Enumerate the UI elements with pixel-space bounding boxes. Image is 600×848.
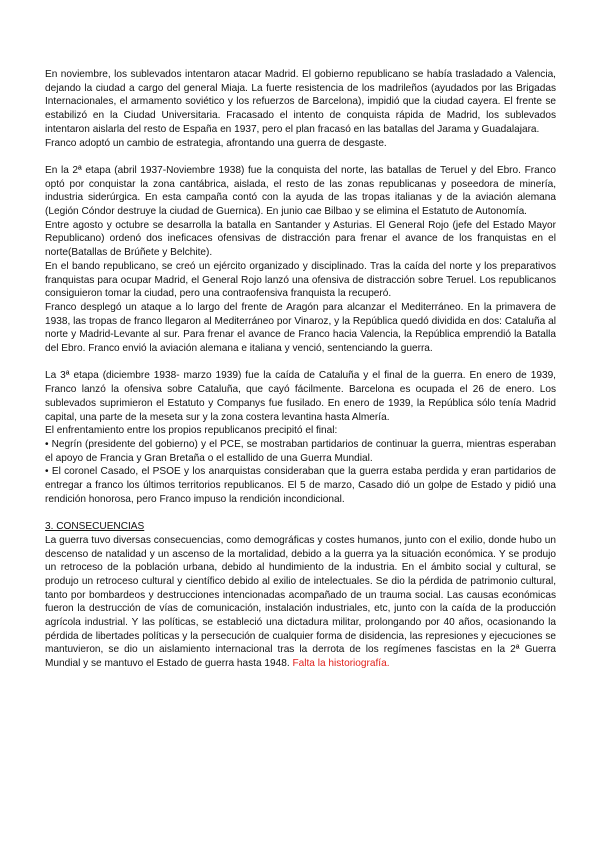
list-item-negrin: • Negrín (presidente del gobierno) y el PCE, se mostraban partidarios de continuar la guerra, mientras esperaban el apoyo de Francia y Gran Bretaña o el estallido de una Guerra Mundial. (45, 438, 556, 464)
paragraph-consequences (45, 534, 556, 671)
paragraph-republican-conflict: El enfrentamiento entre los propios republicanos precipitó el final: (45, 425, 338, 437)
consequences-text: La guerra tuvo diversas consecuencias, como demográficas y costes humanos, junto con el exilio, donde hubo un descenso de natalidad y un ascenso de la mortalidad, debido a la guerra ya la situación económica. Y se produjo un retroceso de la población urbana, debido al hundimiento de la industria. En el ámbito social y cultural, se produjo un retroceso cultural y científico debido al exilio de intelectuales. Se dio la pérdida de patrimonio cultural, tanto por bombardeos y destrucciones intencionadas acompañado de un trauma social. Las causas económicas fueron la destrucción de vías de comunicación, instalación industriales, etc, junto con la caída de la producción agrícola industrial. Y las políticas, se estableció una dictadura militar, prolongando por 40 años, ocasionando la pérdida de libertades políticas y la persecución de cualquier forma de disidencia, las represiones y ejecuciones se mantuvieron, se dio un aislamiento internacional tras la derrota de los regímenes fascistas en la 2ª Guerra Mundial y se mantuvo el Estado de guerra hasta 1948. (45, 534, 556, 670)
paragraph-third-stage: La 3ª etapa (diciembre 1938- marzo 1939) fue la caída de Cataluña y el final de la guerra. En enero de 1939, Franco lanzó la ofensiva sobre Cataluña, que cayó fácilmente. Barcelona es ocupada el 26 de enero. Los sublevados suprimieron el Estatuto y Companys fue fusilado. En enero de 1939, la República sólo tenía Madrid capital, una parte de la meseta sur y la zona costera levantina hasta Almería. (45, 370, 556, 423)
spacer (45, 506, 556, 520)
paragraph-madrid-siege: En noviembre, los sublevados intentaron atacar Madrid. El gobierno republicano se había trasladado a Valencia, dejando la ciudad a cargo del general Miaja. La fuerte resistencia de los madrileños (ayudados por las Brigadas Internacionales, el armamento soviético y los refuerzos de Barcelona), impidió que la ciudad cayera. El frente se estabilizó en la Ciudad Universitaria. Fracasado el intento de conquista rápida de Madrid, los sublevados intentaron aislarla del resto de España en 1937, pero el plan fracasó en las batallas del Jarama y Guadalajara. (45, 69, 556, 135)
document-body (45, 68, 556, 671)
spacer (45, 150, 556, 164)
review-note: Falta la historiografía. (292, 658, 390, 670)
paragraph-aragon-ebro: Franco desplegó un ataque a lo largo del frente de Aragón para alcanzar el Mediterráneo. En la primavera de 1938, las tropas de franco llegaron al Mediterráneo por Vinaroz, y la República quedó dividida en dos: Cataluña al norte y Madrid-Levante al sur. Para frenar el avance de Franco hacia Valencia, la República emprendió la Batalla del Ebro. Franco envió la aviación alemana e italiana y venció, sentenciando la guerra. (45, 301, 556, 355)
paragraph-second-stage: En la 2ª etapa (abril 1937-Noviembre 1938) fue la conquista del norte, las batallas de Teruel y del Ebro. Franco optó por conquistar la zona cantábrica, aislada, el resto de las zonas republicanas y poseedora de minería, industria siderúrgica. En esta campaña contó con la ayuda de las tropas italianas y de la aviación alemana (Legión Cóndor destruye la ciudad de Guernica). En junio cae Bilbao y se elimina el Estatuto de Autonomía. (45, 164, 556, 218)
paragraph-santander-asturias: Entre agosto y octubre se desarrolla la batalla en Santander y Asturias. El General Rojo (jefe del Estado Mayor Republicano) ordenó dos ineficaces ofensivas de distracción para frenar el avance de los franquistas en el norte(Batallas de Brúñete y Belchite). (45, 219, 556, 259)
spacer (45, 356, 556, 370)
section-heading-consecuencias: 3. CONSECUENCIAS (45, 521, 145, 533)
list-item-casado: • El coronel Casado, el PSOE y los anarquistas consideraban que la guerra estaba perdida y eran partidarios de entregar a franco los últimos territorios republicanos. El 5 de marzo, Casado dió un golpe de Estado y pidió una rendición honorosa, pero Franco impuso la rendición incondicional. (45, 466, 556, 505)
paragraph-republican-army: En el bando republicano, se creó un ejército organizado y disciplinado. Tras la caída del norte y los preparativos franquistas para ocupar Madrid, el General Rojo lanzó una ofensiva de distracción sobre Teruel. Los republicanos consiguieron tomar la ciudad, pero una contraofensiva franquista la recuperó. (45, 260, 556, 300)
paragraph-strategy-change: Franco adoptó un cambio de estrategia, afrontando una guerra de desgaste. (45, 137, 387, 149)
